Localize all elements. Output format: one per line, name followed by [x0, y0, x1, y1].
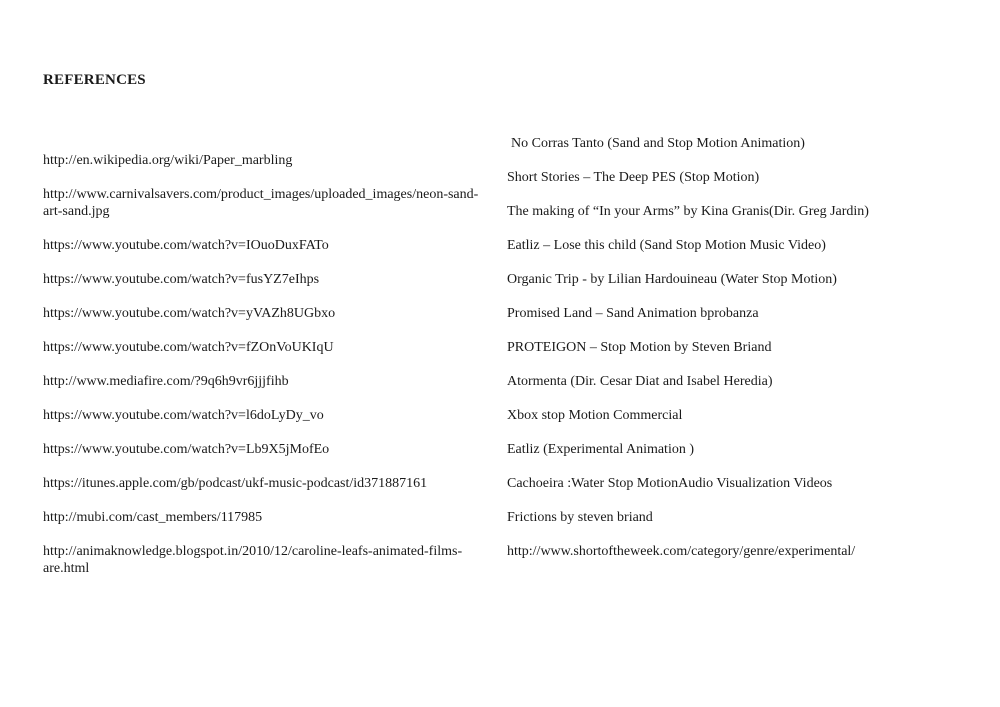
reference-item: Atormenta (Dir. Cesar Diat and Isabel Heredia): [507, 374, 773, 389]
right-reference-list: [507, 135, 977, 560]
reference-item: https://itunes.apple.com/gb/podcast/ukf-music-podcast/id371887161: [43, 476, 428, 491]
reference-item: https://www.youtube.com/watch?v=Lb9X5jMofEo: [43, 442, 330, 457]
reference-item: https://www.youtube.com/watch?v=fusYZ7eIhps: [43, 272, 320, 287]
reference-item: https://www.youtube.com/watch?v=IOuoDuxFATo: [43, 238, 329, 253]
reference-item: Promised Land – Sand Animation bprobanza: [507, 306, 759, 321]
reference-item: Eatliz – Lose this child (Sand Stop Motion Music Video): [507, 238, 826, 253]
reference-item: Organic Trip - by Lilian Hardouineau (Water Stop Motion): [507, 272, 837, 287]
reference-item: http://mubi.com/cast_members/117985: [43, 510, 263, 525]
reference-item: https://www.youtube.com/watch?v=fZOnVoUKIqU: [43, 340, 334, 355]
page-title: REFERENCES: [43, 72, 146, 88]
reference-item: Frictions by steven briand: [507, 510, 653, 525]
reference-item: http://www.shortoftheweek.com/category/genre/experimental/: [507, 544, 856, 559]
reference-item: http://www.mediafire.com/?9q6h9vr6jjjfihb: [43, 374, 289, 389]
left-reference-list: [43, 152, 493, 577]
reference-item: http://animaknowledge.blogspot.in/2010/12/caroline-leafs-animated-films-are.html: [43, 544, 463, 576]
reference-item: PROTEIGON – Stop Motion by Steven Briand: [507, 340, 772, 355]
reference-item: https://www.youtube.com/watch?v=yVAZh8UGbxo: [43, 306, 336, 321]
reference-item: Cachoeira :Water Stop MotionAudio Visualization Videos: [507, 476, 833, 491]
reference-item: The making of “In your Arms” by Kina Granis(Dir. Greg Jardin): [507, 204, 869, 219]
reference-item: Eatliz (Experimental Animation ): [507, 442, 694, 457]
reference-item: https://www.youtube.com/watch?v=l6doLyDy_vo: [43, 408, 324, 423]
reference-item: Short Stories – The Deep PES (Stop Motion): [507, 170, 760, 185]
reference-item: http://en.wikipedia.org/wiki/Paper_marbling: [43, 153, 293, 168]
reference-item: No Corras Tanto (Sand and Stop Motion Animation): [511, 136, 805, 151]
reference-item: Xbox stop Motion Commercial: [507, 408, 683, 423]
reference-item: http://www.carnivalsavers.com/product_images/uploaded_images/neon-sand-art-sand.jpg: [43, 187, 479, 219]
